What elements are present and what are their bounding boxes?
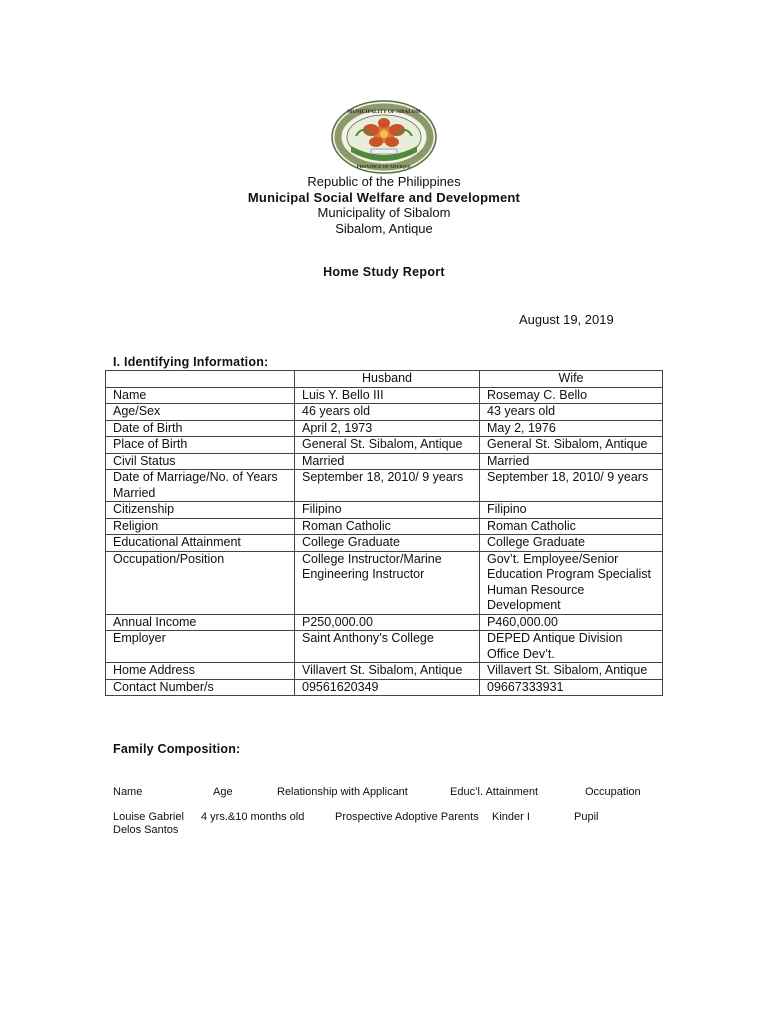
section-identifying-info-heading: I. Identifying Information:: [113, 355, 269, 369]
row-label: Date of Marriage/No. of Years Married: [106, 470, 295, 502]
wife-value: Gov’t. Employee/Senior Education Program Specialist Human Resource Development: [480, 551, 663, 614]
table-header-husband: Husband: [295, 371, 480, 388]
table-header-wife: Wife: [480, 371, 663, 388]
letterhead: [0, 174, 768, 236]
husband-value: Married: [295, 453, 480, 470]
header-line-municipality: Municipality of Sibalom: [317, 205, 451, 220]
husband-value: 09561620349: [295, 679, 480, 696]
table-row: [106, 551, 663, 614]
family-member-age: 4 yrs.&10 months old: [201, 811, 305, 823]
row-label: Civil Status: [106, 453, 295, 470]
row-label: Home Address: [106, 663, 295, 680]
header-line-location: Sibalom, Antique: [335, 220, 433, 236]
identifying-info-table: [105, 370, 663, 696]
table-row: [106, 535, 663, 552]
row-label: Annual Income: [106, 614, 295, 631]
row-label: Date of Birth: [106, 420, 295, 437]
row-label: Occupation/Position: [106, 551, 295, 614]
family-member-education: Kinder I: [492, 811, 530, 823]
row-label: Contact Number/s: [106, 679, 295, 696]
row-label: Educational Attainment: [106, 535, 295, 552]
table-row: [106, 453, 663, 470]
row-label: Religion: [106, 518, 295, 535]
husband-value: April 2, 1973: [295, 420, 480, 437]
seal-text-bottom: PROVINCE OF ANTIQUE: [356, 164, 412, 169]
header-line-republic: Republic of the Philippines: [307, 174, 461, 189]
row-label: Citizenship: [106, 502, 295, 519]
husband-value: September 18, 2010/ 9 years: [295, 470, 480, 502]
table-row: [106, 679, 663, 696]
husband-value: College Graduate: [295, 535, 480, 552]
table-row: [106, 404, 663, 421]
family-col-name: Name: [113, 786, 143, 798]
wife-value: DEPED Antique Division Office Dev’t.: [480, 631, 663, 663]
table-row: [106, 420, 663, 437]
table-row: [106, 631, 663, 663]
family-col-occupation: Occupation: [585, 786, 641, 798]
header-line-office: Municipal Social Welfare and Development: [247, 189, 521, 205]
wife-value: May 2, 1976: [480, 420, 663, 437]
wife-value: P460,000.00: [480, 614, 663, 631]
table-row: [106, 502, 663, 519]
husband-value: Villavert St. Sibalom, Antique: [295, 663, 480, 680]
wife-value: September 18, 2010/ 9 years: [480, 470, 663, 502]
wife-value: Married: [480, 453, 663, 470]
husband-value: Luis Y. Bello III: [295, 387, 480, 404]
family-member-relationship: Prospective Adoptive Parents: [335, 811, 479, 823]
wife-value: 09667333931: [480, 679, 663, 696]
family-col-relationship: Relationship with Applicant: [277, 786, 408, 798]
wife-value: Villavert St. Sibalom, Antique: [480, 663, 663, 680]
wife-value: Roman Catholic: [480, 518, 663, 535]
table-row: [106, 518, 663, 535]
table-row: [106, 470, 663, 502]
husband-value: 46 years old: [295, 404, 480, 421]
row-label: Name: [106, 387, 295, 404]
family-member-occupation: Pupil: [574, 811, 599, 823]
table-header-row: [106, 371, 663, 388]
table-row: [106, 387, 663, 404]
family-member-name: Louise Gabriel Delos Santos: [113, 811, 184, 836]
husband-value: Roman Catholic: [295, 518, 480, 535]
wife-value: Filipino: [480, 502, 663, 519]
husband-value: P250,000.00: [295, 614, 480, 631]
report-date: August 19, 2019: [519, 312, 614, 327]
husband-value: Filipino: [295, 502, 480, 519]
husband-value: College Instructor/Marine Engineering Instructor: [295, 551, 480, 614]
husband-value: Saint Anthony’s College: [295, 631, 480, 663]
table-header-cell: [106, 371, 295, 388]
row-label: Age/Sex: [106, 404, 295, 421]
family-col-age: Age: [213, 786, 233, 798]
wife-value: 43 years old: [480, 404, 663, 421]
family-col-education: Educ’l. Attainment: [450, 786, 539, 798]
table-row: [106, 614, 663, 631]
municipal-seal-icon: [331, 100, 437, 174]
husband-value: General St. Sibalom, Antique: [295, 437, 480, 454]
section-family-composition-heading: Family Composition:: [113, 742, 241, 756]
table-row: [106, 663, 663, 680]
wife-value: General St. Sibalom, Antique: [480, 437, 663, 454]
seal-text-top: MUNICIPALITY OF SIBALOM: [347, 109, 421, 115]
report-title: Home Study Report: [323, 265, 445, 279]
row-label: Employer: [106, 631, 295, 663]
row-label: Place of Birth: [106, 437, 295, 454]
wife-value: College Graduate: [480, 535, 663, 552]
wife-value: Rosemay C. Bello: [480, 387, 663, 404]
table-row: [106, 437, 663, 454]
